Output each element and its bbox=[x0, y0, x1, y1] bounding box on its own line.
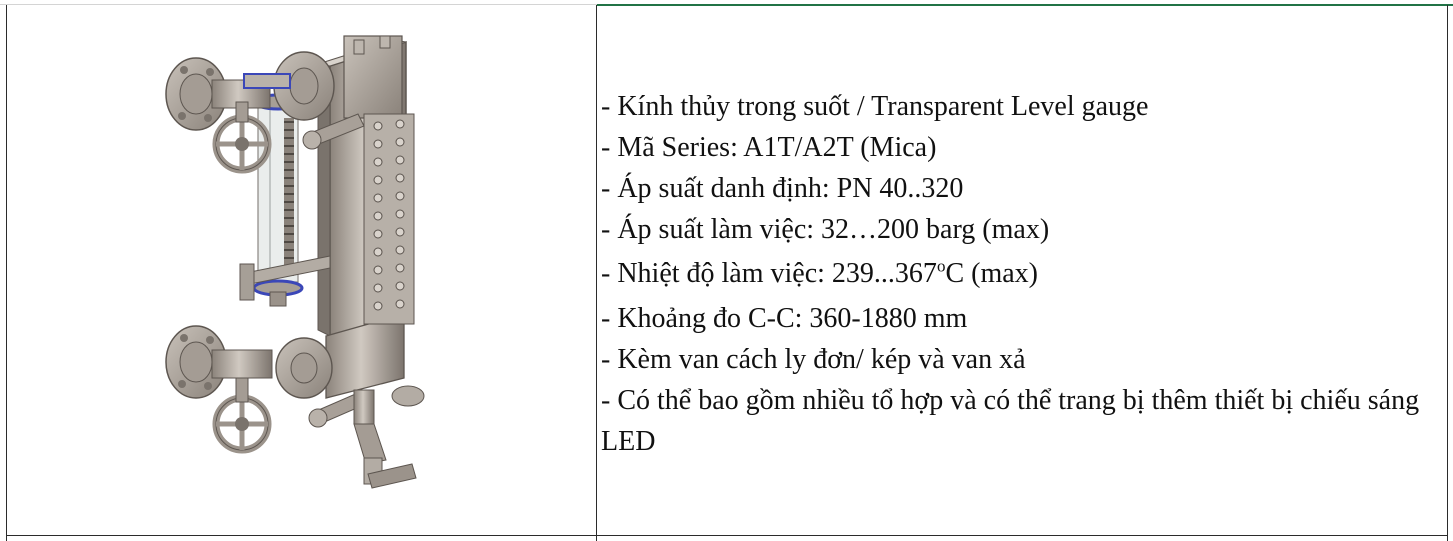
product-image-cell[interactable] bbox=[8, 6, 596, 536]
spec-line-working-pressure: - Áp suất làm việc: 32…200 barg (max) bbox=[601, 214, 1050, 245]
level-gauge-image bbox=[8, 6, 596, 536]
degree-superscript: o bbox=[936, 256, 946, 276]
drain-valve bbox=[354, 386, 424, 488]
lower-handwheel bbox=[216, 378, 268, 450]
lower-flange bbox=[166, 326, 332, 398]
spec-line-valves: - Kèm van cách ly đơn/ kép và van xả bbox=[601, 344, 1026, 375]
table-border-middle bbox=[596, 5, 597, 541]
temperature-text: - Nhiệt độ làm việc: 239...367 bbox=[601, 258, 937, 289]
temperature-unit: C (max) bbox=[945, 258, 1038, 289]
spec-line-type: - Kính thủy trong suốt / Transparent Level gauge bbox=[601, 91, 1149, 122]
spec-line-options: - Có thể bao gồm nhiều tổ hợp và có thể trang bị thêm thiết bị chiếu sáng LED bbox=[601, 385, 1420, 457]
gridline bbox=[0, 4, 597, 5]
spec-list bbox=[601, 86, 1441, 462]
spec-text-cell[interactable] bbox=[598, 6, 1448, 536]
table-border-left bbox=[6, 5, 7, 541]
spec-line-measuring-range: - Khoảng đo C-C: 360-1880 mm bbox=[601, 303, 968, 334]
spec-line-nominal-pressure: - Áp suất danh định: PN 40..320 bbox=[601, 173, 964, 204]
spec-line-series: - Mã Series: A1T/A2T (Mica) bbox=[601, 132, 937, 163]
spec-line-working-temperature bbox=[601, 250, 1441, 298]
